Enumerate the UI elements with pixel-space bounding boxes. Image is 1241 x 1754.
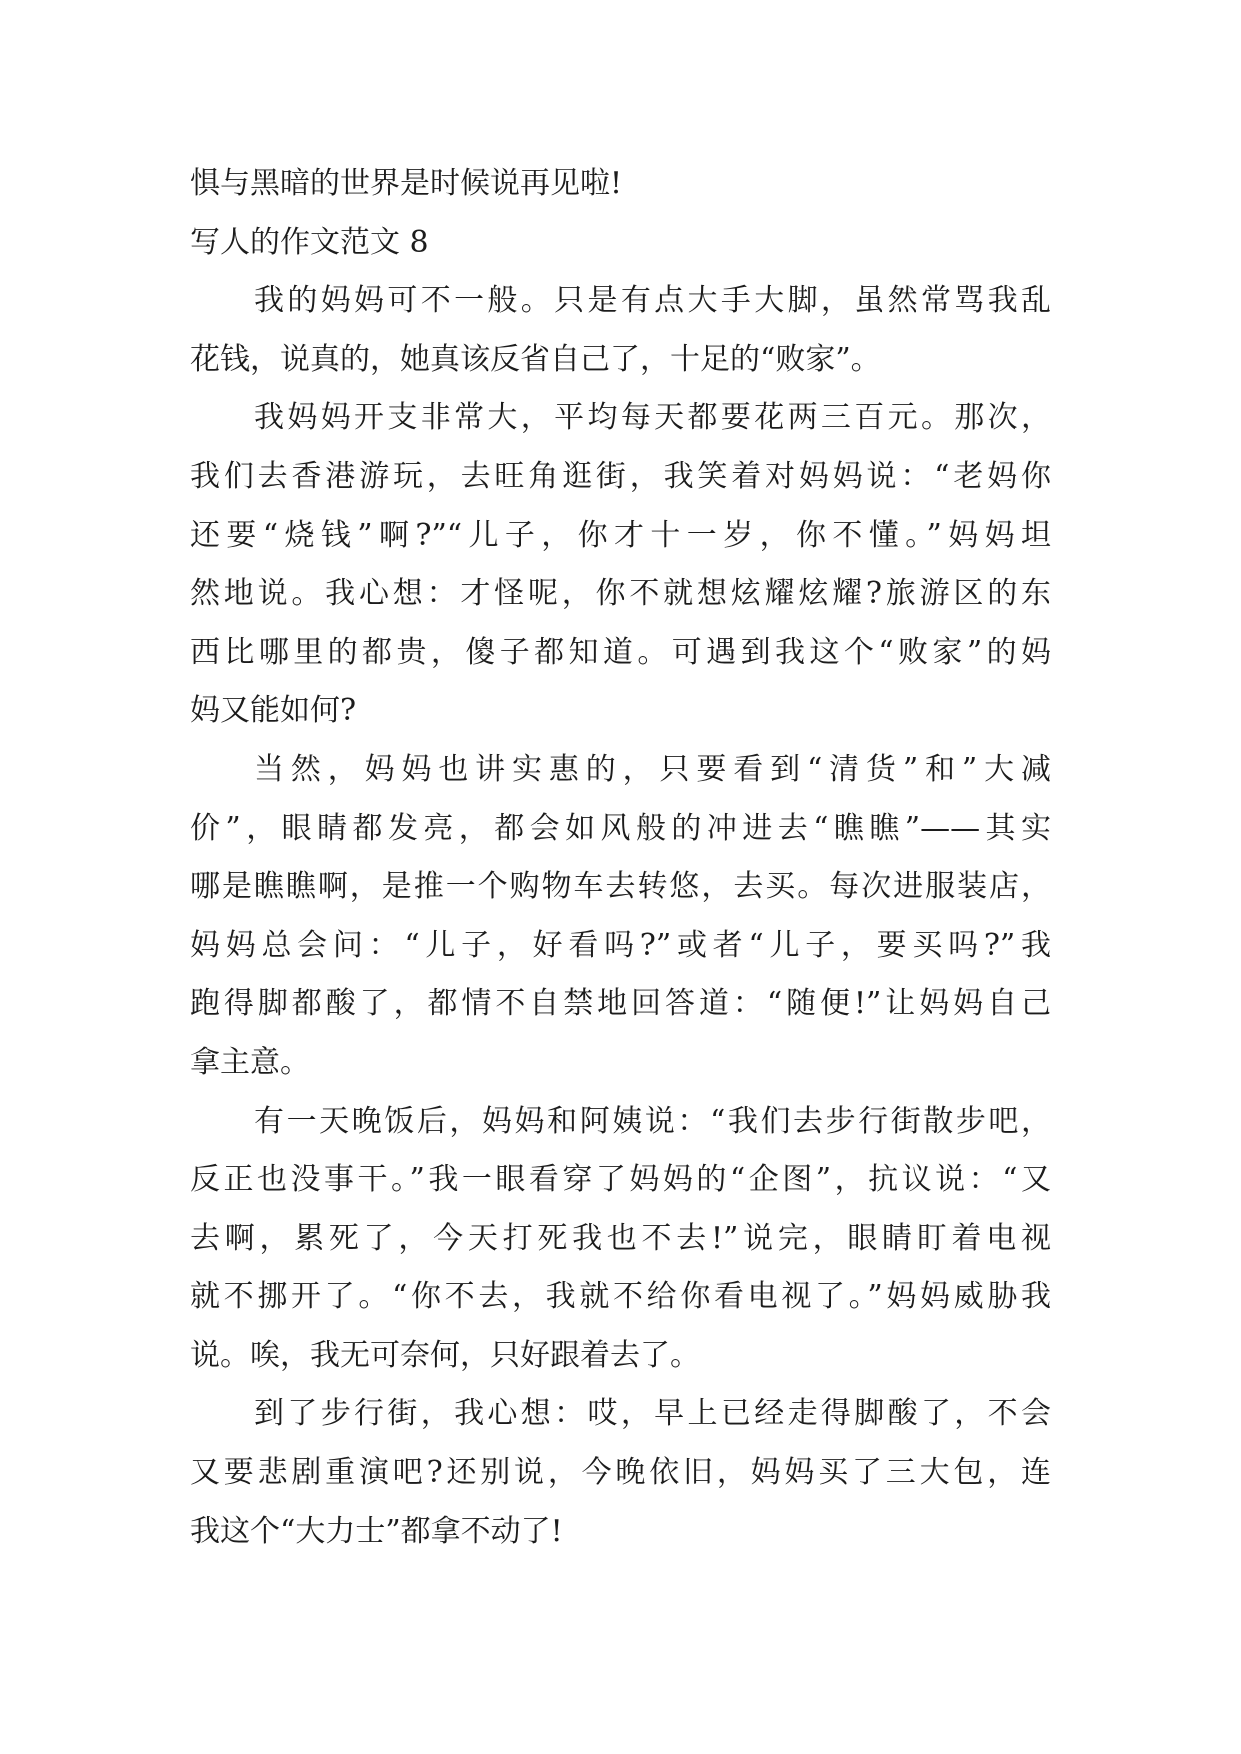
paragraph-line: 到了步行街，我心想：哎，早上已经走得脚酸了，不会 xyxy=(254,1396,1051,1432)
paragraph-line: 还要“烧钱”啊?”“儿子，你才十一岁，你不懂。”妈妈坦 xyxy=(190,517,1051,553)
paragraph-line: 说。唉，我无可奈何，只好跟着去了。 xyxy=(190,1337,700,1373)
paragraph-2 xyxy=(190,389,1051,741)
paragraph-line: 妈又能如何? xyxy=(190,693,357,729)
paragraph-line: 拿主意。 xyxy=(190,1044,310,1080)
paragraph-5 xyxy=(190,1385,1051,1561)
paragraph-line: 当然，妈妈也讲实惠的，只要看到“清货”和”大减 xyxy=(254,751,1051,787)
paragraph-3 xyxy=(190,741,1051,1093)
paragraph-4 xyxy=(190,1093,1051,1386)
paragraph-line: 我的妈妈可不一般。只是有点大手大脚，虽然常骂我乱 xyxy=(254,283,1051,319)
essay-heading: 写人的作文范文 8 xyxy=(190,224,429,260)
paragraph-line: 就不挪开了。“你不去，我就不给你看电视了。”妈妈威胁我 xyxy=(190,1279,1051,1315)
paragraph-line: 我们去香港游玩，去旺角逛街，我笑着对妈妈说：“老妈你 xyxy=(190,458,1051,494)
document-body xyxy=(190,155,1051,1561)
paragraph-line: 去啊，累死了，今天打死我也不去!”说完，眼睛盯着电视 xyxy=(190,1220,1051,1256)
paragraph-1 xyxy=(190,272,1051,389)
paragraph-line: 妈妈总会问：“儿子，好看吗?”或者“儿子，要买吗?”我 xyxy=(190,927,1051,963)
paragraph-line: 价”，眼睛都发亮，都会如风般的冲进去“瞧瞧”——其实 xyxy=(190,810,1051,846)
paragraph-line: 反正也没事干。”我一眼看穿了妈妈的“企图”，抗议说：“又 xyxy=(190,1162,1051,1198)
paragraph-line: 跑得脚都酸了，都情不自禁地回答道：“随便!”让妈妈自己 xyxy=(190,986,1051,1022)
paragraph-line: 有一天晚饭后，妈妈和阿姨说：“我们去步行街散步吧， xyxy=(254,1103,1051,1139)
paragraph-line: 我这个“大力士”都拿不动了! xyxy=(190,1513,563,1549)
paragraph-line: 然地说。我心想：才怪呢，你不就想炫耀炫耀?旅游区的东 xyxy=(190,576,1051,612)
paragraph-line: 花钱，说真的，她真该反省自己了，十足的“败家”。 xyxy=(190,341,881,377)
paragraph-line: 我妈妈开支非常大，平均每天都要花两三百元。那次， xyxy=(254,400,1051,436)
paragraph-line: 又要悲剧重演吧?还别说，今晚依旧，妈妈买了三大包，连 xyxy=(190,1455,1051,1491)
paragraph-line: 西比哪里的都贵，傻子都知道。可遇到我这个“败家”的妈 xyxy=(190,634,1051,670)
paragraph-line: 哪是瞧瞧啊，是推一个购物车去转悠，去买。每次进服装店， xyxy=(190,869,1051,905)
continuation-line: 惧与黑暗的世界是时候说再见啦! xyxy=(190,166,623,201)
